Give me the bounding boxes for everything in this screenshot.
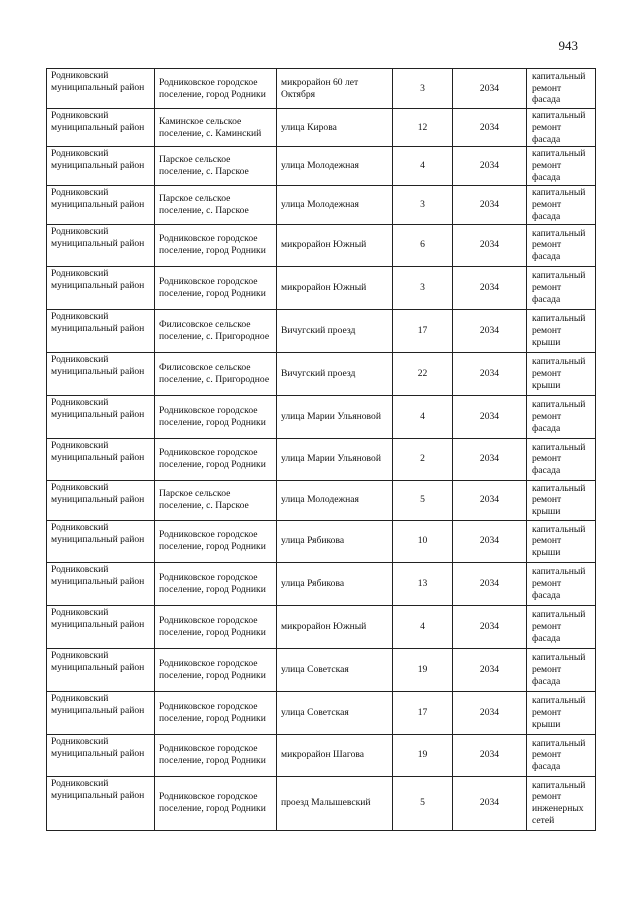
settlement-cell: Родниковское городское поселение, город Родники xyxy=(155,520,277,562)
year-cell: 2034 xyxy=(453,520,527,562)
house-number-cell: 5 xyxy=(393,480,453,520)
house-number-cell: 3 xyxy=(393,266,453,309)
district-cell: Родниковский муниципальный район xyxy=(47,147,155,185)
work-type-cell: капитальный ремонт фасада xyxy=(527,147,596,185)
street-cell: улица Кирова xyxy=(277,109,393,147)
house-number-cell: 22 xyxy=(393,352,453,395)
house-number-cell: 4 xyxy=(393,605,453,648)
street-cell: улица Советская xyxy=(277,691,393,734)
year-cell: 2034 xyxy=(453,224,527,266)
table-row xyxy=(47,395,596,438)
year-cell: 2034 xyxy=(453,109,527,147)
settlement-cell: Родниковское городское поселение, город Родники xyxy=(155,224,277,266)
year-cell: 2034 xyxy=(453,438,527,480)
page-number: 943 xyxy=(558,38,578,53)
settlement-cell: Парское сельское поселение, с. Парское xyxy=(155,185,277,224)
street-cell: проезд Малышевский xyxy=(277,776,393,830)
district-cell: Родниковский муниципальный район xyxy=(47,109,155,147)
house-number-cell: 13 xyxy=(393,562,453,605)
table-row xyxy=(47,438,596,480)
settlement-cell: Родниковское городское поселение, город Родники xyxy=(155,691,277,734)
year-cell: 2034 xyxy=(453,734,527,776)
year-cell: 2034 xyxy=(453,648,527,691)
settlement-cell: Родниковское городское поселение, город Родники xyxy=(155,562,277,605)
year-cell: 2034 xyxy=(453,147,527,185)
settlement-cell: Парское сельское поселение, с. Парское xyxy=(155,147,277,185)
work-type-cell: капитальный ремонт фасада xyxy=(527,395,596,438)
work-type-cell: капитальный ремонт фасада xyxy=(527,69,596,109)
year-cell: 2034 xyxy=(453,691,527,734)
district-cell: Родниковский муниципальный район xyxy=(47,734,155,776)
street-cell: микрорайон Шагова xyxy=(277,734,393,776)
work-type-cell: капитальный ремонт крыши xyxy=(527,480,596,520)
street-cell: улица Марии Ульяновой xyxy=(277,438,393,480)
work-type-cell: капитальный ремонт фасада xyxy=(527,224,596,266)
table-row xyxy=(47,147,596,185)
year-cell: 2034 xyxy=(453,776,527,830)
work-type-cell: капитальный ремонт крыши xyxy=(527,520,596,562)
house-number-cell: 17 xyxy=(393,309,453,352)
house-number-cell: 17 xyxy=(393,691,453,734)
year-cell: 2034 xyxy=(453,352,527,395)
table-row xyxy=(47,352,596,395)
settlement-cell: Родниковское городское поселение, город Родники xyxy=(155,395,277,438)
district-cell: Родниковский муниципальный район xyxy=(47,395,155,438)
work-type-cell: капитальный ремонт крыши xyxy=(527,309,596,352)
year-cell: 2034 xyxy=(453,605,527,648)
settlement-cell: Родниковское городское поселение, город Родники xyxy=(155,734,277,776)
street-cell: улица Молодежная xyxy=(277,185,393,224)
work-type-cell: капитальный ремонт инженерных сетей xyxy=(527,776,596,830)
work-type-cell: капитальный ремонт фасада xyxy=(527,605,596,648)
work-type-cell: капитальный ремонт фасада xyxy=(527,562,596,605)
table-row xyxy=(47,562,596,605)
district-cell: Родниковский муниципальный район xyxy=(47,69,155,109)
street-cell: улица Марии Ульяновой xyxy=(277,395,393,438)
year-cell: 2034 xyxy=(453,266,527,309)
settlement-cell: Филисовское сельское поселение, с. Пригородное xyxy=(155,309,277,352)
work-type-cell: капитальный ремонт крыши xyxy=(527,691,596,734)
house-number-cell: 10 xyxy=(393,520,453,562)
street-cell: микрорайон Южный xyxy=(277,605,393,648)
district-cell: Родниковский муниципальный район xyxy=(47,438,155,480)
district-cell: Родниковский муниципальный район xyxy=(47,352,155,395)
work-type-cell: капитальный ремонт фасада xyxy=(527,648,596,691)
street-cell: улица Молодежная xyxy=(277,480,393,520)
street-cell: микрорайон 60 лет Октября xyxy=(277,69,393,109)
district-cell: Родниковский муниципальный район xyxy=(47,266,155,309)
house-number-cell: 5 xyxy=(393,776,453,830)
work-type-cell: капитальный ремонт фасада xyxy=(527,438,596,480)
district-cell: Родниковский муниципальный район xyxy=(47,309,155,352)
house-number-cell: 4 xyxy=(393,147,453,185)
settlement-cell: Филисовское сельское поселение, с. Пригородное xyxy=(155,352,277,395)
house-number-cell: 6 xyxy=(393,224,453,266)
table-row xyxy=(47,734,596,776)
table-row xyxy=(47,224,596,266)
repair-schedule-table xyxy=(46,68,596,831)
district-cell: Родниковский муниципальный район xyxy=(47,562,155,605)
district-cell: Родниковский муниципальный район xyxy=(47,185,155,224)
street-cell: Вичугский проезд xyxy=(277,352,393,395)
table-row xyxy=(47,309,596,352)
table-row xyxy=(47,776,596,830)
street-cell: улица Рябикова xyxy=(277,520,393,562)
district-cell: Родниковский муниципальный район xyxy=(47,691,155,734)
settlement-cell: Парское сельское поселение, с. Парское xyxy=(155,480,277,520)
house-number-cell: 4 xyxy=(393,395,453,438)
work-type-cell: капитальный ремонт фасада xyxy=(527,734,596,776)
work-type-cell: капитальный ремонт крыши xyxy=(527,352,596,395)
table-row xyxy=(47,185,596,224)
table-row xyxy=(47,480,596,520)
street-cell: улица Рябикова xyxy=(277,562,393,605)
year-cell: 2034 xyxy=(453,185,527,224)
year-cell: 2034 xyxy=(453,562,527,605)
table-row xyxy=(47,266,596,309)
settlement-cell: Каминское сельское поселение, с. Каминский xyxy=(155,109,277,147)
table-row xyxy=(47,69,596,109)
table-row xyxy=(47,109,596,147)
year-cell: 2034 xyxy=(453,395,527,438)
district-cell: Родниковский муниципальный район xyxy=(47,648,155,691)
district-cell: Родниковский муниципальный район xyxy=(47,776,155,830)
house-number-cell: 3 xyxy=(393,185,453,224)
house-number-cell: 12 xyxy=(393,109,453,147)
house-number-cell: 3 xyxy=(393,69,453,109)
street-cell: микрорайон Южный xyxy=(277,224,393,266)
street-cell: улица Советская xyxy=(277,648,393,691)
house-number-cell: 19 xyxy=(393,734,453,776)
district-cell: Родниковский муниципальный район xyxy=(47,480,155,520)
street-cell: микрорайон Южный xyxy=(277,266,393,309)
year-cell: 2034 xyxy=(453,309,527,352)
year-cell: 2034 xyxy=(453,69,527,109)
settlement-cell: Родниковское городское поселение, город Родники xyxy=(155,648,277,691)
district-cell: Родниковский муниципальный район xyxy=(47,520,155,562)
work-type-cell: капитальный ремонт фасада xyxy=(527,109,596,147)
table-body xyxy=(47,69,596,831)
work-type-cell: капитальный ремонт фасада xyxy=(527,185,596,224)
house-number-cell: 2 xyxy=(393,438,453,480)
table-row xyxy=(47,520,596,562)
street-cell: улица Молодежная xyxy=(277,147,393,185)
table-row xyxy=(47,691,596,734)
district-cell: Родниковский муниципальный район xyxy=(47,224,155,266)
settlement-cell: Родниковское городское поселение, город Родники xyxy=(155,266,277,309)
house-number-cell: 19 xyxy=(393,648,453,691)
district-cell: Родниковский муниципальный район xyxy=(47,605,155,648)
year-cell: 2034 xyxy=(453,480,527,520)
work-type-cell: капитальный ремонт фасада xyxy=(527,266,596,309)
settlement-cell: Родниковское городское поселение, город Родники xyxy=(155,69,277,109)
table-row xyxy=(47,648,596,691)
street-cell: Вичугский проезд xyxy=(277,309,393,352)
table-row xyxy=(47,605,596,648)
settlement-cell: Родниковское городское поселение, город Родники xyxy=(155,776,277,830)
settlement-cell: Родниковское городское поселение, город Родники xyxy=(155,438,277,480)
settlement-cell: Родниковское городское поселение, город Родники xyxy=(155,605,277,648)
